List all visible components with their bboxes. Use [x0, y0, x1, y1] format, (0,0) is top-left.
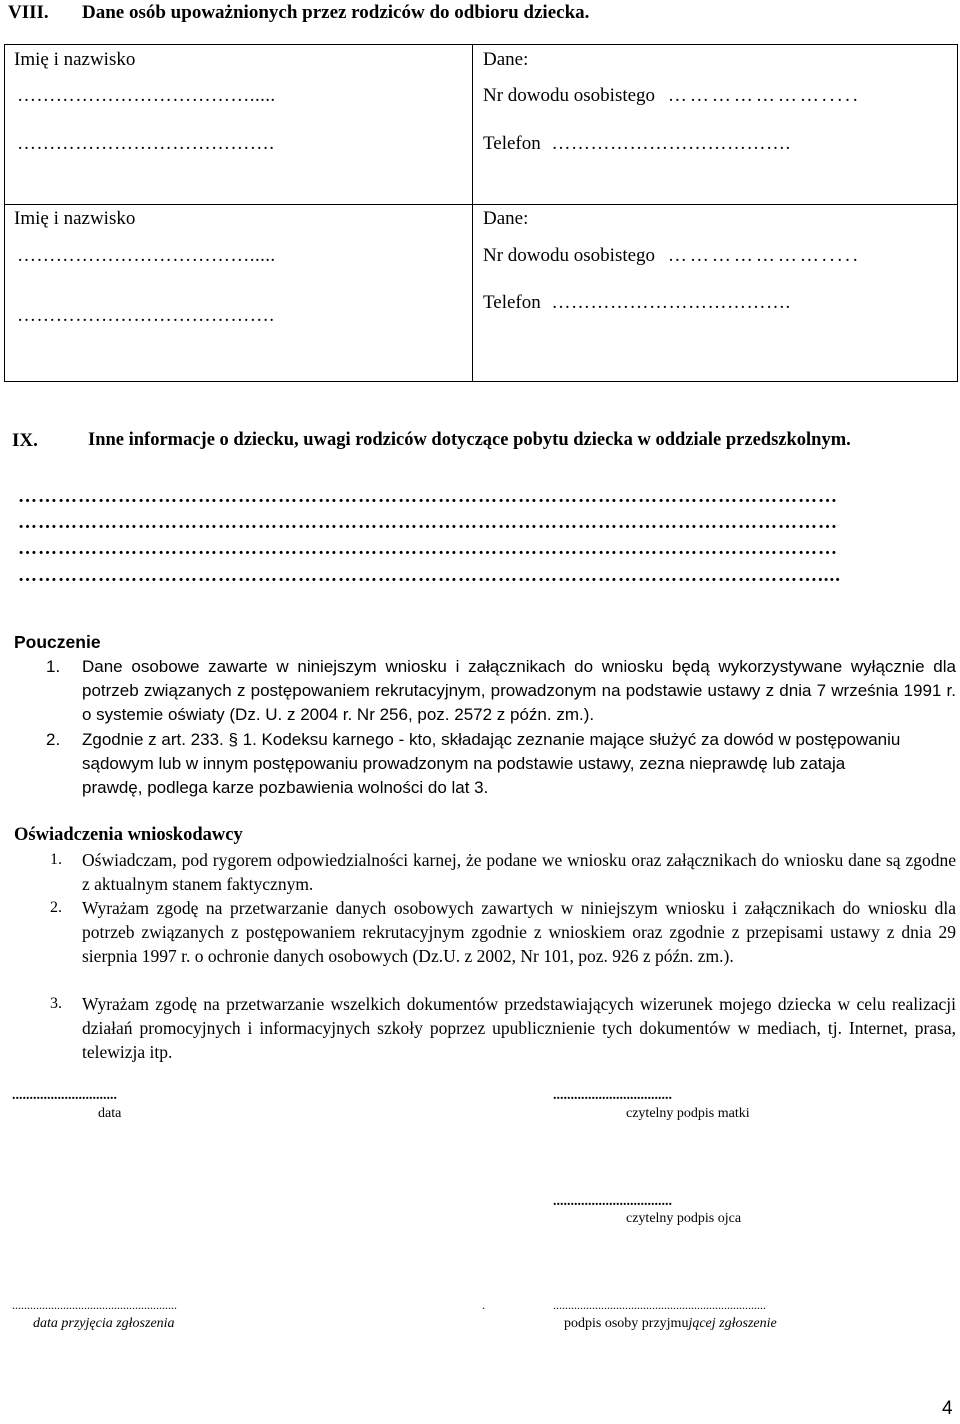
phone-label-1 — [483, 133, 791, 155]
oswiadczenia-item-2-number: 2. — [50, 899, 62, 916]
mother-signature-dots[interactable]: .................................. — [553, 1088, 672, 1103]
notes-line-1[interactable]: …………………………………………………………………………………………………………… — [18, 486, 838, 507]
oswiadczenia-item-1-text: Oświadczam, pod rygorem odpowiedzialności karnej, że podane we wniosku oraz załącznikach do wniosku dane są zgodne z aktualnym stanem faktycznym. — [82, 850, 956, 894]
name-dots-2b[interactable]: …………………………………. — [17, 305, 275, 326]
receiver-signature-label — [564, 1316, 777, 1332]
section-9-number: IX. — [12, 430, 38, 451]
id-label-text-1: Nr dowodu osobistego — [483, 85, 656, 106]
receipt-date-dots[interactable]: ....................................................... — [12, 1298, 177, 1312]
notes-line-3[interactable]: …………………………………………………………………………………………………………… — [18, 538, 838, 559]
date-signature-label: data — [98, 1106, 122, 1121]
section-8-number: VIII. — [8, 2, 49, 23]
mother-signature-label: czytelny podpis matki — [626, 1106, 750, 1121]
oswiadczenia-item-2-text: Wyrażam zgodę na przetwarzanie danych osobowych zawartych w niniejszym wniosku i załącznikach do wniosku dla potrzeb związanych z postępowaniem rekrutacyjnym zgodnie z wnioskiem oraz zgodnie z przepisami ustawy z dnia 29 sierpnia 1997 r. o ochronie danych osobowych (Dz.U. z 2002, Nr 101, poz. 926 z późn. zm.). — [82, 898, 956, 966]
id-label-2 — [483, 245, 861, 267]
date-signature-dots[interactable]: .............................. — [12, 1088, 117, 1103]
pouczenie-item-2-text: Zgodnie z art. 233. § 1. Kodeksu karnego - kto, składając zeznanie mające służyć za dowód w postępowaniu sądowym lub w innym postępowaniu prowadzonym na podstawie ustawy, zezna nieprawdę lub zataja prawdę, podlega karze pozbawienia wolności do lat 3. — [82, 730, 901, 797]
id-dots-2[interactable]: …………………..... — [667, 245, 861, 266]
receipt-date-label: data przyjęcia zgłoszenia — [33, 1316, 175, 1331]
name-dots-1a[interactable]: ………………………………..... — [17, 85, 276, 106]
section-8-title: Dane osób upoważnionych przez rodziców do odbioru dziecka. — [82, 2, 590, 23]
receiver-label-part-2: jącej zgłoszenie — [688, 1316, 777, 1331]
pouczenie-title: Pouczenie — [14, 632, 101, 652]
receiver-label-part-1: podpis osoby przyjmu — [564, 1316, 689, 1331]
notes-line-2[interactable]: …………………………………………………………………………………………………………… — [18, 512, 838, 533]
name-dots-1b[interactable]: …………………………………. — [17, 133, 275, 154]
table-column-divider — [472, 45, 473, 381]
oswiadczenia-item-3-text: Wyrażam zgodę na przetwarzanie wszelkich dokumentów przedstawiających wizerunek mojego dziecka w celu realizacji działań promocyjnych i informacyjnych szkoły poprzez upublicznienie tych dokumentów w mediach, tj. Internet, prasa, telewizja itp. — [82, 994, 956, 1062]
oswiadczenia-item-1-number: 1. — [50, 851, 62, 868]
id-dots-1[interactable]: …………………..... — [667, 85, 861, 106]
section-9-title: Inne informacje o dziecku, uwagi rodziców dotyczące pobytu dziecka w oddziale przedszkolnym. — [88, 430, 851, 450]
oswiadczenia-item-3-number: 3. — [50, 995, 62, 1012]
father-signature-label: czytelny podpis ojca — [626, 1211, 742, 1226]
id-label-1 — [483, 85, 861, 107]
receiver-signature-dots[interactable]: ....................................................................... — [553, 1298, 766, 1312]
data-label-1: Dane: — [483, 49, 529, 70]
phone-dots-2[interactable]: ………………………………. — [551, 292, 791, 313]
notes-line-4[interactable]: ………………………………………………………………………………………………………….... — [18, 565, 841, 586]
id-label-text-2: Nr dowodu osobistego — [483, 245, 656, 266]
pouczenie-item-1-text: Dane osobowe zawarte w niniejszym wniosku i załącznikach do wniosku będą wykorzystywane wyłącznie dla potrzeb związanych z postępowaniem rekrutacyjnym, prowadzonym na podstawie ustawy z dnia 7 września 1991 r. o systemie oświaty (Dz. U. z 2004 r. Nr 256, poz. 2572 z późn. zm.). — [82, 657, 956, 724]
phone-label-text-2: Telefon — [483, 292, 541, 313]
father-signature-dots[interactable]: .................................. — [553, 1194, 672, 1209]
separator-dot: . — [482, 1298, 485, 1312]
oswiadczenia-title: Oświadczenia wnioskodawcy — [14, 825, 243, 845]
page-number: 4 — [942, 1398, 953, 1419]
pouczenie-item-2-number: 2. — [46, 730, 61, 749]
authorized-persons-table — [4, 44, 958, 382]
data-label-2: Dane: — [483, 208, 529, 229]
name-label-2: Imię i nazwisko — [14, 208, 136, 229]
name-label-1: Imię i nazwisko — [14, 49, 136, 70]
phone-label-2 — [483, 292, 791, 314]
table-row-divider — [5, 204, 957, 205]
pouczenie-item-1-number: 1. — [46, 657, 61, 676]
phone-label-text-1: Telefon — [483, 133, 541, 154]
name-dots-2a[interactable]: ………………………………..... — [17, 245, 276, 266]
phone-dots-1[interactable]: ………………………………. — [551, 133, 791, 154]
